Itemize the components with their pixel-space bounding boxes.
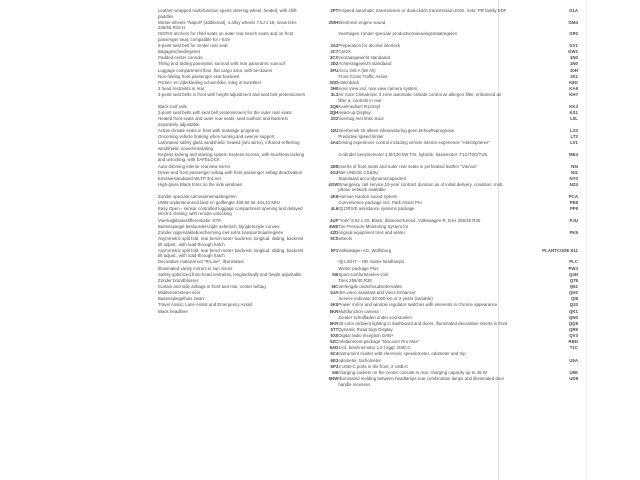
equipment-description-right: Verlengde onderhoudsintervallen [338,283,403,289]
equipment-description-right: "York" 8.5J x 20, Black, diamond-turned, Volkswagen R, tires 255/40 R20 [338,217,481,223]
pr-code-right: GP0 [569,31,578,37]
equipment-description-right: IQ.LIGHT – HD matrix headlamps [338,259,405,265]
pr-code-right: NI1 [571,169,578,175]
equipment-description-left: 3-point seat belts in front with height adjustment and seat belt pretensioners [158,92,306,98]
equipment-description-left: Decorative material set "R-Line", illuminated [158,259,244,265]
equipment-description-left: Buitenspiegel bestuurderszijde asferisch, bijrijderszijde convex [158,223,280,229]
equipment-description-left: ISOFIX anchors for child seats on outer rear bench seats and on front passenger seat, compatible for i-Size [158,31,294,42]
equipment-description-left: Middenarmsteun vóór [158,290,201,296]
pr-code-left: 5IC [331,283,339,289]
equipment-description-right: Veerbereik 25 alleen inbouwsturing geen behoefteprognose [338,127,455,133]
pr-code-right: U9E [569,369,578,375]
pr-code-right: 3X1 [570,73,578,79]
equipment-description-left: Emissiestandaard WLTP 3rd Act [158,175,221,181]
equipment-description-left: Black roof rails [158,103,187,109]
pr-code-left: 4G3 [330,169,339,175]
equipment-description-right: Area View incl. rear view camera system [338,86,418,92]
pr-code-left [306,152,338,164]
equipment-description-right: Power mirror and window regulator switches with elements in chrome appearance [338,302,498,308]
table-row [158,92,578,104]
table-row [158,248,578,260]
pr-code-left: 32U [330,127,339,133]
table-row [158,116,578,128]
pr-code-left: 3H0 [330,86,339,92]
equipment-description-left: Buitenspiegelhuis zwart [158,296,205,302]
pr-code-left: 4A4 [330,140,339,146]
equipment-description-left: Driver and front passenger airbag with front passenger airbag deactivation [158,169,303,175]
pr-code-right: ME4 [569,151,578,157]
table-row [158,8,578,20]
table-row [158,236,578,248]
pr-code-left: 6P3 [330,363,339,369]
pr-code-right: L2S [569,127,578,133]
pr-code-right: K8G [569,79,578,85]
equipment-description-right: Head-up Display [338,110,371,116]
equipment-description-left: Luggage compartment floor, flat cargo area, with tie-downs [158,67,273,73]
pr-code-right: UD8 [569,376,578,382]
pr-code-right: U5A [569,357,578,363]
equipment-description-right: Winter package Plus [338,265,379,271]
pr-code-right: 30H [569,67,578,73]
page-vertical-rule-secondary [586,0,587,480]
pr-code-left: 4UF [330,217,339,223]
equipment-description-left: Voertuigklassedifferentiatie -570- [158,217,222,223]
pr-code-left: 4D8 [330,163,339,169]
pr-code-right: KH7 [569,92,578,98]
equipment-description-left: Bagagescheidingsnet [158,49,200,55]
equipment-description-right: Achteraagewicht standaard [338,61,392,67]
pr-code-right: L0L [570,116,578,122]
pr-code-left: 6NW [328,376,339,382]
equipment-description-right: Car2X [338,49,351,55]
pr-code-left: 3C7 [330,49,339,55]
equipment-description-left: Keyless locking and starting system Keyless Access, with touchless locking and unlocking, with SAFELOCK [158,151,305,163]
equipment-description-left: High-gloss Black trims on the side windows [158,181,243,187]
pr-code-right: QQ9 [568,320,578,326]
pr-code-right: RBD [568,339,578,345]
equipment-description-right: Dynamic Road Sign Display [338,326,393,332]
pr-code-left: 3A2 [330,43,339,49]
pr-code-right: KA6 [569,86,578,92]
equipment-description-right: Standaard accu-/dynamocapaciteit [338,175,406,181]
pr-code-right: PF8 [569,205,578,211]
equipment-description-right: Instrument cluster with electronic speedometer, odometer and trip [338,351,466,357]
pr-code-left: 5K0 [330,302,339,308]
pr-code-right: 1N0 [569,61,578,67]
equipment-description-right: Predictive speed limiter [338,133,384,139]
pr-code-right: PLC [569,259,578,265]
equipment-description-right: Vooraasgewicht standaard [338,55,391,61]
equipment-description-right: Sport-comfortstoelen vóór [338,271,389,277]
equipment-description-right: Voertuig met links stuur [338,116,384,122]
specification-sheet [158,8,578,474]
pr-code-left: 6I6 [332,369,339,375]
equipment-spec-body [158,8,578,388]
table-row [158,206,578,218]
equipment-description-left: Non-folding front passenger seat backrest [158,73,240,79]
equipment-description-right: Driving experience control including vehicle interior experience "Atmospheres" [338,140,491,146]
equipment-description-left: Laminated safety glass windshield, heated (w/o wires), infrared-reflecting windshield, sound-insulating [158,140,300,151]
equipment-description-right: Tires 255/40 R20 [338,277,372,283]
equipment-description-left: Tilting and sliding panoramic sunroof with rear panoramic sunroof [158,61,285,67]
table-row [158,182,578,194]
pr-code-right: PK5 [569,229,578,235]
pr-code-left: 5X0 [330,333,339,339]
pr-code-right: QK1 [569,308,578,314]
equipment-description-right: Emergency call service,10-year contract duration as of initial delivery, condition: mob. phone network available [338,181,504,193]
pr-code-right: NZ4 [569,181,578,187]
equipment-description-left: Winter wheels "Napoli" (additional), 4 alloy wheels 7.5J x 18, snow tires 235/55 R18 H [158,19,297,31]
equipment-description-right: Hatchback [338,79,360,85]
pr-code-right: GW2 [568,49,578,55]
equipment-description-right: Convenience package incl. Park Assist Pro [338,199,422,205]
pr-code-right: Q33 [569,302,578,308]
equipment-description-left: Easy Open - sensor controlled luggage compartment opening and delayed electric closing, with remote unlocking [158,205,303,217]
equipment-description-right: Illuminated molding between headlamps rear combination lamps and illuminated door handle recesses [338,376,505,387]
equipment-description-left: 3-point seat belts with seat belt pretensioners for the outer rear seats [158,110,292,116]
equipment-description-left: 3-point seat belt for center rear seat [158,43,228,49]
pr-code-left: 5F1 [330,247,339,253]
equipment-description-right: charging sockets on the center console in rear, charging capacity up to 45 W [338,369,487,375]
equipment-description-left: Travel Assist, Lane Assist and Emergency Assist [158,302,253,308]
equipment-description-left: Illuminated vanity mirrors in sun visors [158,265,233,271]
pr-code-left: 4GW [328,181,339,187]
pr-code-right: 1N0 [569,55,578,61]
pr-code-right: PCA [568,193,578,199]
equipment-description-right: Infotainment package "Discover Pro Max" [338,339,420,345]
equipment-description-left: Portier- en zijbekleding schuimfolie, inleg in kunstleer [158,79,262,85]
pr-code-left: 4L6 [330,205,339,211]
equipment-description-left: UWB-ondersteunend land en golflengte 433,92 tot 434,42 MHz [158,199,281,205]
pr-code-left: 6E3 [330,357,339,363]
equipment-description-left: 3 head restraints in rear [158,86,205,92]
equipment-description-right: Koelmedium R1234yf [338,103,381,109]
pr-code-left: 4WE [328,223,339,229]
equipment-description-left: Black headliner [158,308,188,314]
pr-code-right: PJU [569,217,578,223]
pr-code-right: QV3 [569,333,578,339]
pr-code-right: PE8 [569,199,578,205]
equipment-spec-table [158,8,578,388]
pr-code-left: 5KR [329,320,339,326]
equipment-description-right: IQ.DRIVE assistance systems package [338,205,415,211]
equipment-description-right: odometer, tachometer [338,357,381,363]
pr-code-right: N5I [571,163,578,169]
equipment-description-right: original equipment tires and winter [338,229,406,235]
equipment-description-right: Volkswagen AG, Wolfsburg [338,247,392,253]
pr-code-left: 2PT [330,8,339,13]
equipment-description-right: 4-cil. benzinemotor 1,5 l aggr. DSE,G [338,345,411,351]
pr-code-left: 5JA [330,290,339,296]
equipment-description-left: Auto-dimming interior rearview mirror [158,163,231,169]
pr-code-right: PW4 [568,265,578,271]
pr-code-right: G1A [569,8,578,13]
equipment-description-left: Padded center console [158,55,203,61]
table-row [158,152,578,164]
equipment-description-right: Multifunction camera [338,308,379,314]
table-row [158,376,578,388]
pr-code-left: 2WH [328,19,339,25]
equipment-description-right: 4-cilinder benzinemotor 1,5l/130 kW TSI, hybride, basismotor: T1C/T0G/TU5 [338,151,487,157]
pr-code-right: PLANTCODE:011 [542,247,578,253]
pr-code-left: 5KR [329,308,339,314]
pr-code-right: GM4 [568,19,578,25]
equipment-description-left: Oncoming vehicle braking when turning and swerve support [158,133,275,139]
equipment-description-left: Safety-optimized front head restraints, longitudinally and height adjustable [158,271,302,277]
equipment-description-right: Tire Pressure Monitoring System for [338,223,409,229]
equipment-description-right: wheels [338,236,352,241]
equipment-description-right: Electronic engine sound [338,19,386,25]
pr-code-left: 4K6 [330,193,339,199]
pr-code-right: QR9 [569,326,578,332]
pr-code-left [306,31,338,43]
pr-code-left: 6AD [329,345,339,351]
pr-code-right: Q4H [569,271,578,277]
pr-code-left: 6C4 [330,351,339,357]
pr-code-left: 5TT [330,326,339,332]
pr-code-right: KK3 [569,103,578,109]
pr-code-right: NY0 [569,175,578,181]
pr-code-left: 5ZC [330,339,339,345]
equipment-description-right: Harman Kardon sound system [338,193,398,199]
pr-code-right: Q61 [569,283,578,289]
equipment-description-left: Asymmetric split fold, rear bench seat+ backrest, longitud. sliding, backrest tilt adjust., with load-through hatch [158,247,304,259]
equipment-description-right: IDA voice assistant and Voice Enhancer [338,290,416,296]
pr-code-right: LV1 [570,140,578,146]
equipment-description-right: Voertuigen zonder speciale productvernieuwingsmaatregelen [338,31,458,37]
equipment-description-right: 30-color ambient lighting in dashboard and doors, illuminated decorative inserts in front [338,320,508,326]
pr-code-right: T1C [569,345,578,351]
pr-code-left: 3GD [329,79,339,85]
equipment-description-left: Heated front seats and outer rear seats, seat cushion and backrest separately adjustable [158,116,288,127]
pr-code-right: KS1 [569,110,578,116]
equipment-description-left: Active climate seats in front with massage programs [158,127,260,133]
pr-code-right: QN0 [569,314,578,320]
equipment-description-right: 2 USB-C ports in the front, 2 USB-C [338,363,409,369]
equipment-description-left [158,376,306,388]
equipment-description-right: Preparation for alcohol interlock [338,43,401,49]
pr-code-left: 3Q6 [330,103,339,109]
equipment-description-right: Digital radio reception DAB+ [338,333,394,339]
pr-code-left: 3S2 [330,116,339,122]
pr-code-left: 4ZD [330,229,339,235]
table-row [158,31,578,43]
equipment-description-left: Zonder speciale carrosseriemaatregelen [158,193,237,199]
pr-code-left: 3FU [330,67,339,73]
pr-code-left: 5I6 [332,271,339,277]
table-row [158,140,578,152]
equipment-description-left: Zonder oppervlakteboscherming met extra transportmaatregelen [158,229,284,235]
pr-code-right: LT2 [570,133,578,139]
pr-code-left: 3L3 [330,92,339,98]
equipment-description-right: 6-speed automatic transmission or dual-clutch transmission DSG, note: PR family EDF [338,8,507,13]
equipment-description-right: Accu 340 A (58 Ah) [338,67,376,73]
pr-code-right: Q78 [569,277,578,283]
equipment-description-right: Air Care Climatronic 3 zone automatic climate control w/ allergen filter, enhanced air filter a, controls in rear [338,92,502,103]
equipment-description-right: Service indicator 30 000 km or 2 years (variable) [338,296,433,302]
pr-code-right [509,236,578,248]
equipment-description-right: Met UNECE CS&SU [338,169,379,175]
pr-code-right: QI6 [570,296,578,302]
pr-code-right: GV1 [569,43,578,49]
pr-code-left: 3D2 [330,61,339,67]
pr-code-left: 5C0 [330,236,339,241]
pr-code-left: 3QH [329,110,339,116]
pr-code-right: QH3 [569,290,578,296]
equipment-description-left: Leather-wrapped multi-function sports steering wheel, heated, with shift paddles [158,8,297,19]
equipment-description-left: Asymmetric split fold, rear bench seat+ backrest, longitud. sliding, backrest tilt adjust., with load-through hatch [158,236,304,247]
table-row [158,20,578,32]
equipment-description-right: Inserts of front seats and outer rear seats in perforated leather "Vienna" [338,163,478,169]
equipment-description-right: Zonder schuifladen onder voorstoelen [338,314,412,320]
equipment-description-left: Zonder brandblusser [158,277,199,283]
pr-code-left: 3CX [329,55,339,61]
equipment-description-left: Curtain and side airbags in front and rear, center airbag [158,283,266,289]
equipment-description-right: Front Cross Traffic Assist [338,73,388,79]
